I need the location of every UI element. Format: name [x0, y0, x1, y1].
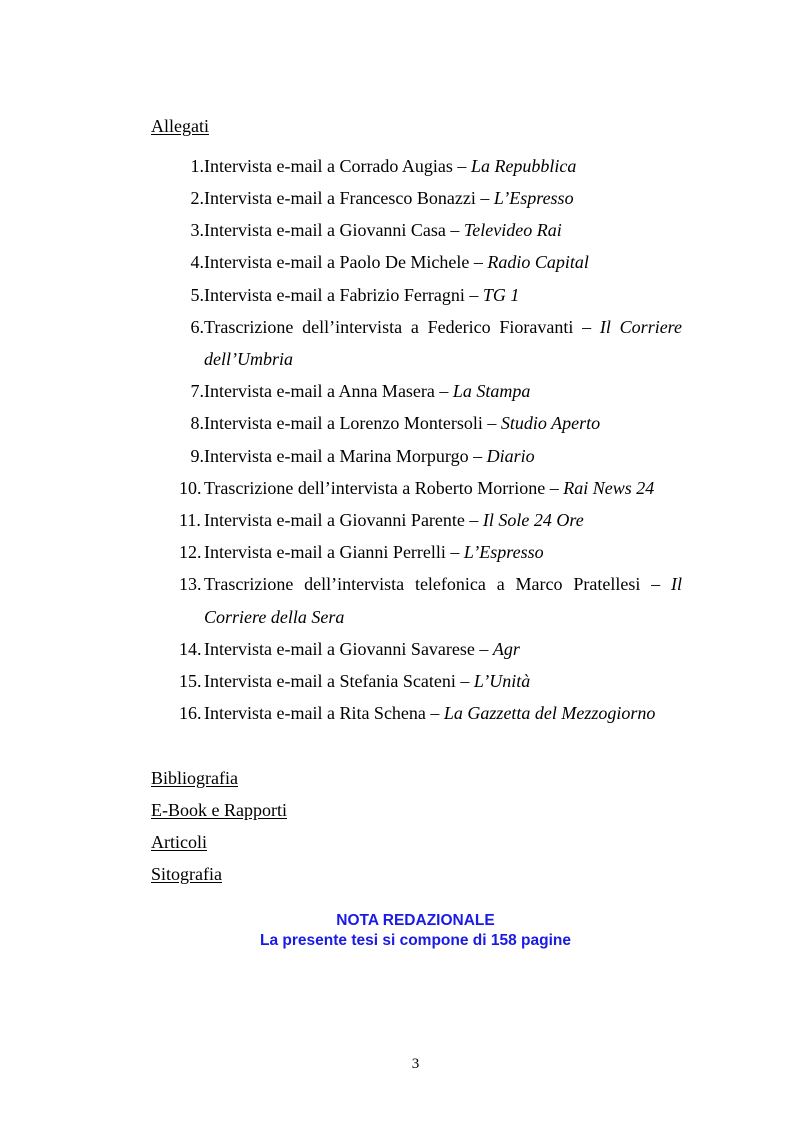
- list-item-number: 12.: [179, 542, 202, 562]
- list-item-source: Rai News 24: [563, 478, 655, 498]
- list-item: [151, 251, 682, 273]
- list-item: [151, 284, 682, 306]
- list-item: [151, 541, 682, 563]
- ebook-rapporti-link[interactable]: E-Book e Rapporti: [151, 800, 287, 820]
- list-item-number: 15.: [179, 671, 202, 691]
- list-item-source: Radio Capital: [487, 252, 589, 272]
- list-item: [151, 509, 682, 531]
- list-item-source: Il Corriere: [599, 317, 683, 337]
- list-item-number: 7.: [190, 381, 204, 401]
- list-item-source: L’Unità: [473, 671, 531, 691]
- list-item-number: 14.: [179, 639, 202, 659]
- list-item: [151, 155, 682, 177]
- list-item-text: Trascrizione dell’intervista a Federico Fioravanti –: [204, 317, 600, 337]
- list-item: [151, 380, 682, 402]
- list-item-number: 4.: [190, 252, 204, 272]
- list-item-text: Intervista e-mail a Gianni Perrelli –: [204, 542, 464, 562]
- allegati-heading[interactable]: Allegati: [151, 116, 209, 136]
- list-item: [151, 187, 682, 209]
- list-item-source: L’Espresso: [463, 542, 544, 562]
- list-item-source: Il Sole 24 Ore: [482, 510, 584, 530]
- list-item-text: Intervista e-mail a Corrado Augias –: [204, 156, 471, 176]
- list-item-text: Intervista e-mail a Francesco Bonazzi –: [204, 188, 494, 208]
- list-item-text: Intervista e-mail a Giovanni Casa –: [204, 220, 464, 240]
- list-item-text: Trascrizione dell’intervista a Roberto Morrione –: [204, 478, 564, 498]
- list-item-number: 6.: [190, 317, 204, 337]
- list-item-source: TG 1: [482, 285, 520, 305]
- list-item-text: Intervista e-mail a Lorenzo Montersoli –: [204, 413, 501, 433]
- list-item-number: 13.: [179, 574, 202, 594]
- list-item-number: 8.: [190, 413, 204, 433]
- list-item-source-continued: Corriere della Sera: [204, 607, 345, 627]
- list-item-text: Intervista e-mail a Rita Schena –: [204, 703, 444, 723]
- list-item-number: 5.: [190, 285, 204, 305]
- list-item-number: 1.: [190, 156, 204, 176]
- bibliografia-link[interactable]: Bibliografia: [151, 768, 238, 788]
- list-item-text: Trascrizione dell’intervista telefonica a Marco Pratellesi –: [204, 574, 671, 594]
- list-item-text: Intervista e-mail a Fabrizio Ferragni –: [204, 285, 483, 305]
- articoli-link[interactable]: Articoli: [151, 832, 207, 852]
- list-item-source: Agr: [492, 639, 520, 659]
- list-item: [151, 573, 682, 627]
- list-item-number: 2.: [190, 188, 204, 208]
- list-item-source: Studio Aperto: [500, 413, 601, 433]
- list-item-number: 11.: [179, 510, 201, 530]
- editorial-note-text: La presente tesi si compone di 158 pagine: [260, 932, 571, 949]
- page-number: 3: [411, 1056, 420, 1072]
- list-item: [151, 219, 682, 241]
- list-item-text: Intervista e-mail a Giovanni Parente –: [204, 510, 483, 530]
- list-item-text: Intervista e-mail a Giovanni Savarese –: [204, 639, 493, 659]
- list-item-source: Il: [671, 574, 682, 594]
- list-item-source: Diario: [486, 446, 535, 466]
- list-item-text: Intervista e-mail a Anna Masera –: [204, 381, 453, 401]
- list-item-source: Televideo Rai: [463, 220, 562, 240]
- list-item-text: Intervista e-mail a Paolo De Michele –: [204, 252, 488, 272]
- list-item-source-continued: dell’Umbria: [204, 349, 293, 369]
- list-item-number: 3.: [190, 220, 204, 240]
- list-item-number: 10.: [179, 478, 202, 498]
- list-item-source: L’Espresso: [493, 188, 574, 208]
- list-item-text: Intervista e-mail a Marina Morpurgo –: [204, 446, 487, 466]
- list-item: [151, 412, 682, 434]
- list-item-number: 16.: [179, 703, 202, 723]
- list-item: [151, 445, 682, 467]
- sitografia-link[interactable]: Sitografia: [151, 864, 222, 884]
- list-item: [151, 316, 683, 369]
- list-item: [151, 670, 682, 692]
- editorial-note-title: NOTA REDAZIONALE: [336, 912, 495, 929]
- list-item-source: La Stampa: [452, 381, 531, 401]
- list-item-source: La Repubblica: [470, 156, 577, 176]
- list-item: [151, 638, 682, 660]
- list-item-text: Intervista e-mail a Stefania Scateni –: [204, 671, 474, 691]
- list-item-number: 9.: [190, 446, 204, 466]
- list-item-source: La Gazzetta del Mezzogiorno: [443, 703, 656, 723]
- list-item: [151, 702, 682, 724]
- list-item: [151, 477, 682, 499]
